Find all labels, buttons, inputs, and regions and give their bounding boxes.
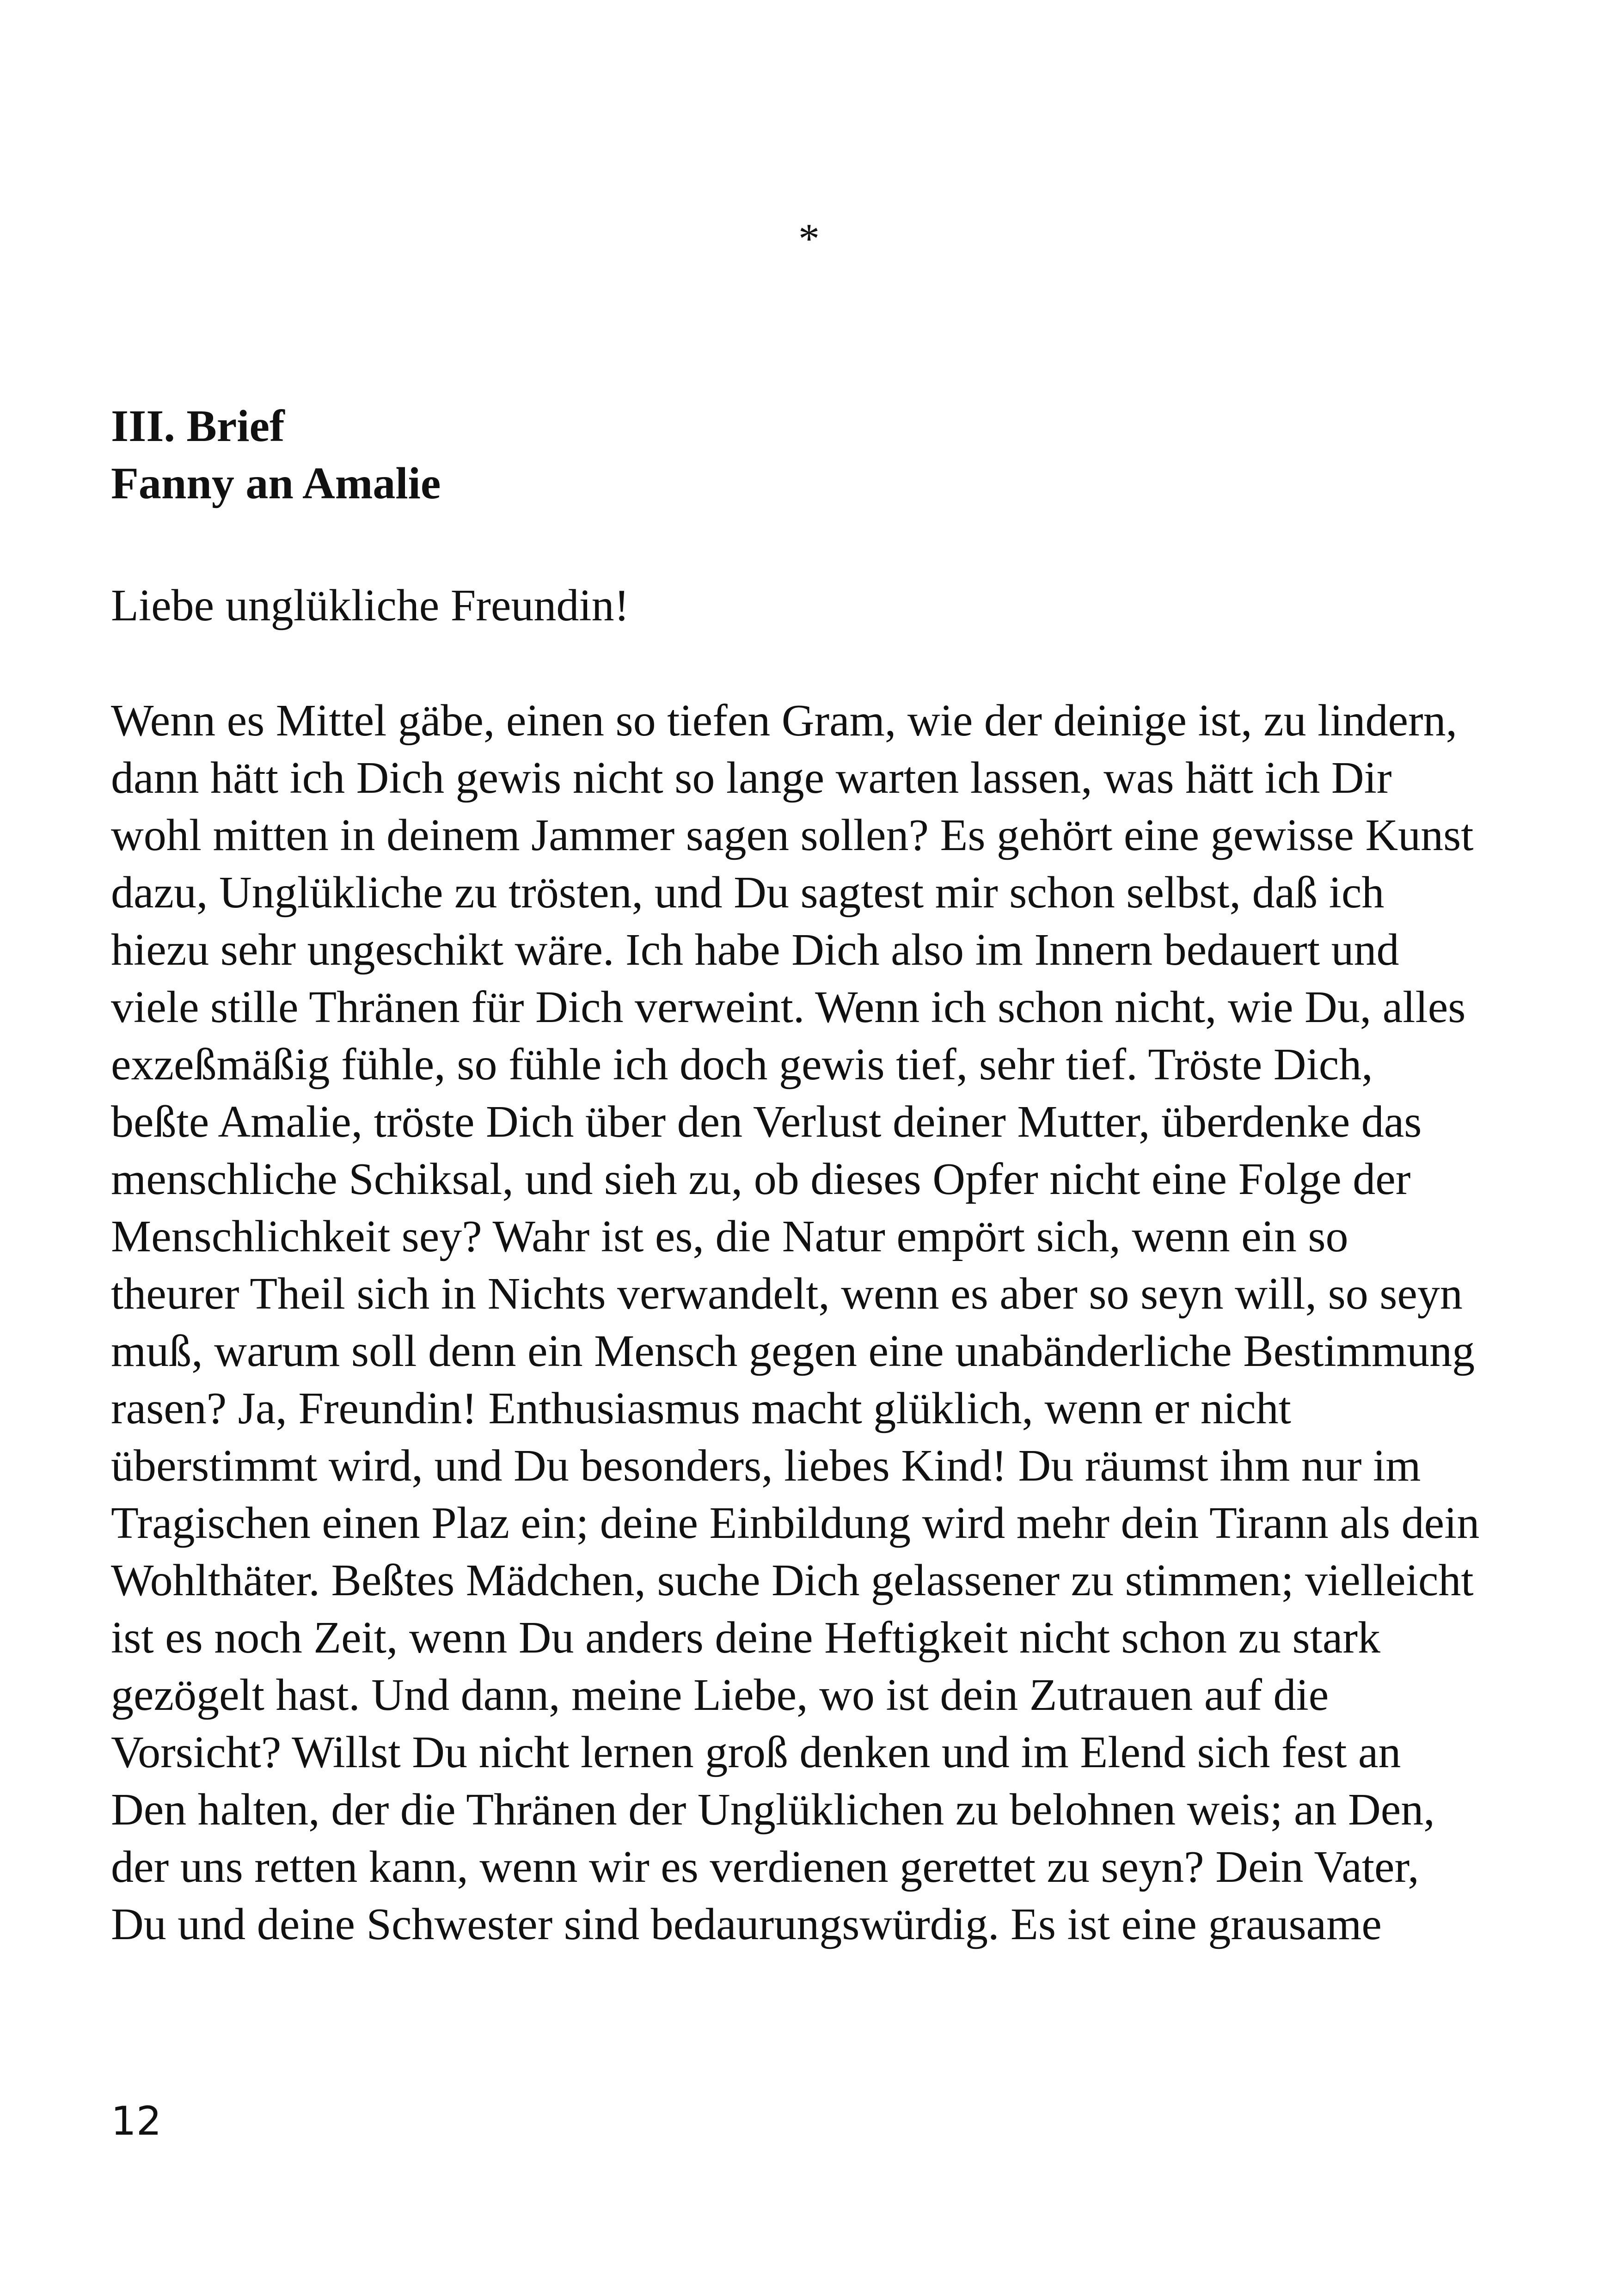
body-line: gezögelt hast. Und dann, meine Liebe, wo ist dein Zutrauen auf die — [111, 1670, 1329, 1720]
body-line: ist es noch Zeit, wenn Du anders deine Heftigkeit nicht schon zu stark — [111, 1613, 1380, 1663]
section-separator: * — [798, 215, 820, 262]
body-line: Tragischen einen Plaz ein; deine Einbildung wird mehr dein Tirann als dein — [111, 1498, 1480, 1548]
body-line: Vorsicht? Willst Du nicht lernen groß denken und im Elend sich fest an — [111, 1727, 1401, 1777]
body-line: wohl mitten in deinem Jammer sagen sollen? Es gehört eine gewisse Kunst — [111, 810, 1474, 860]
body-line: hiezu sehr ungeschikt wäre. Ich habe Dich also im Innern bedauert und — [111, 925, 1399, 975]
letter-body — [111, 692, 1535, 1953]
body-line: menschliche Schiksal, und sieh zu, ob dieses Opfer nicht eine Folge der — [111, 1154, 1411, 1204]
body-line: exzeßmäßig fühle, so fühle ich doch gewis tief, sehr tief. Tröste Dich, — [111, 1040, 1373, 1090]
body-line: der uns retten kann, wenn wir es verdienen gerettet zu seyn? Dein Vater, — [111, 1842, 1419, 1892]
body-line: überstimmt wird, und Du besonders, liebes Kind! Du räumst ihm nur im — [111, 1441, 1421, 1491]
body-line: muß, warum soll denn ein Mensch gegen eine unabänderliche Bestimmung — [111, 1326, 1475, 1376]
letter-subtitle: Fanny an Amalie — [111, 459, 441, 508]
body-line: dann hätt ich Dich gewis nicht so lange warten lassen, was hätt ich Dir — [111, 753, 1392, 803]
body-line: dazu, Unglükliche zu trösten, und Du sagtest mir schon selbst, daß ich — [111, 868, 1385, 918]
letter-heading — [111, 398, 441, 512]
body-line: theurer Theil sich in Nichts verwandelt, wenn es aber so seyn will, so seyn — [111, 1269, 1463, 1319]
body-line: Menschlichkeit sey? Wahr ist es, die Natur empört sich, wenn ein so — [111, 1212, 1348, 1261]
body-line: viele stille Thränen für Dich verweint. Wenn ich schon nicht, wie Du, alles — [111, 982, 1466, 1032]
salutation: Liebe unglükliche Freundin! — [111, 581, 630, 631]
body-line: Wohlthäter. Beßtes Mädchen, suche Dich gelassener zu stimmen; vielleicht — [111, 1555, 1474, 1605]
body-line: rasen? Ja, Freundin! Enthusiasmus macht glüklich, wenn er nicht — [111, 1384, 1291, 1433]
body-line: Den halten, der die Thränen der Unglüklichen zu belohnen weis; an Den, — [111, 1785, 1435, 1835]
body-line: Wenn es Mittel gäbe, einen so tiefen Gram, wie der deinige ist, zu lindern, — [111, 696, 1458, 746]
letter-title: III. Brief — [111, 401, 285, 451]
page-number: 12 — [111, 2098, 162, 2144]
body-line: beßte Amalie, tröste Dich über den Verlust deiner Mutter, überdenke das — [111, 1097, 1422, 1147]
body-line: Du und deine Schwester sind bedaurungswürdig. Es ist eine grausame — [111, 1899, 1382, 1949]
